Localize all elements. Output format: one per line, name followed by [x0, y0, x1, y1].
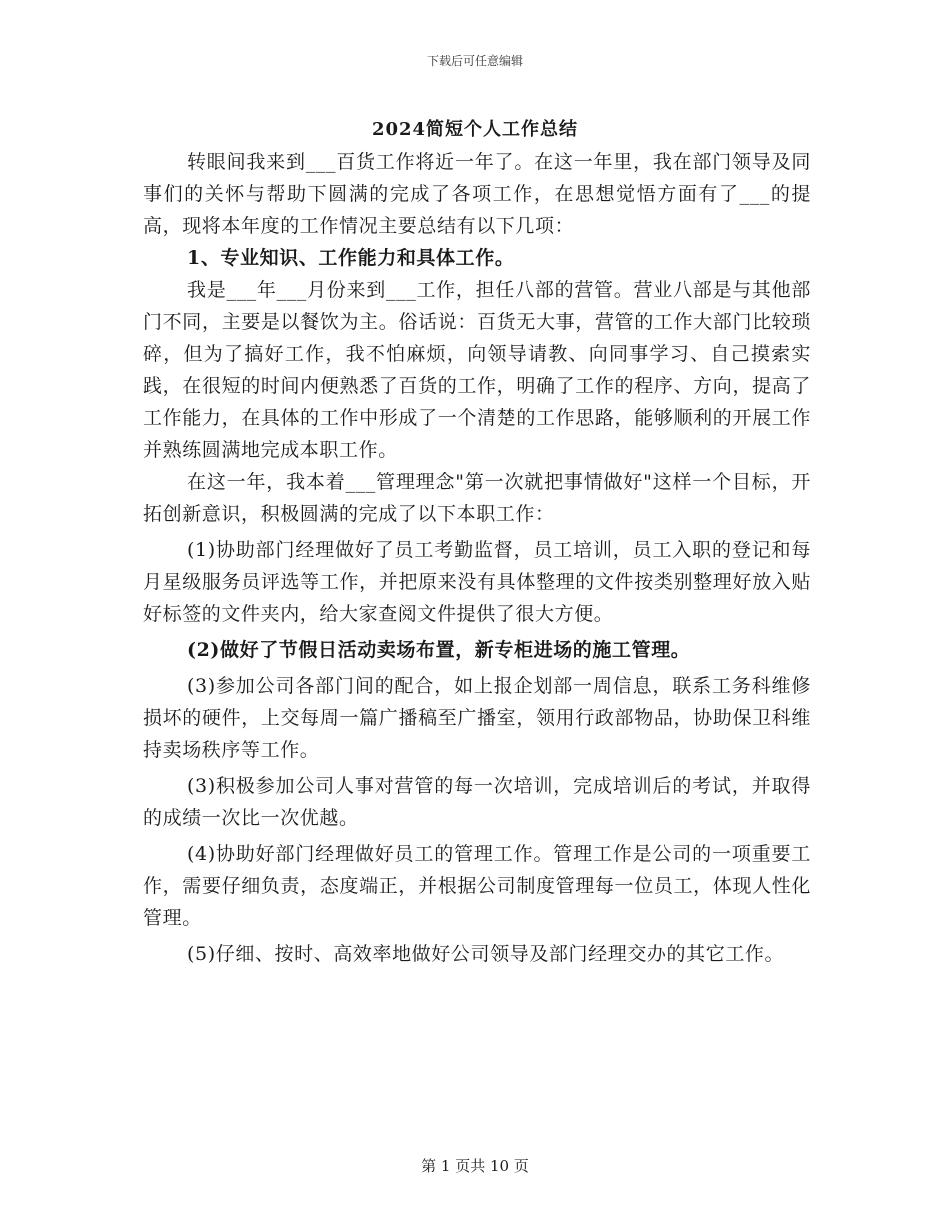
document-body [143, 146, 811, 970]
page-footer: 第 1 页共 10 页 [421, 1157, 529, 1175]
header-note: 下载后可任意编辑 [426, 54, 523, 68]
list-item-3a: (3)参加公司各部门间的配合，如上报企划部一周信息，联系工务科维修损坏的硬件，上交每周一篇广播稿至广播室，领用行政部物品，协助保卫科维持卖场秩序等工作。 [143, 675, 811, 761]
paragraph-goals: 在这一年，我本着___管理理念"第一次就把事情做好"这样一个目标，开拓创新意识，积极圆满的完成了以下本职工作： [143, 471, 811, 525]
paragraph-work: 我是___年___月份来到___工作，担任八部的营管。营业八部是与其他部门不同，主要是以餐饮为主。俗话说：百货无大事，营管的工作大部门比较琐碎，但为了搞好工作，我不怕麻烦，向领导请教、向同事学习、自己摸索实践，在很短的时间内便熟悉了百货的工作，明确了工作的程序、方向，提高了工作能力，在具体的工作中形成了一个清楚的工作思路，能够顺利的开展工作并熟练圆满地完成本职工作。 [143, 279, 811, 461]
document-title: 2024简短个人工作总结 [371, 119, 579, 140]
list-item-5: (5)仔细、按时、高效率地做好公司领导及部门经理交办的其它工作。 [187, 943, 785, 965]
section-heading-1: 1、专业知识、工作能力和具体工作。 [187, 247, 515, 269]
paragraph-intro: 转眼间我来到___百货工作将近一年了。在这一年里，我在部门领导及同事们的关怀与帮助下圆满的完成了各项工作，在思想觉悟方面有了___的提高，现将本年度的工作情况主要总结有以下几项： [143, 151, 811, 237]
list-item-2: (2)做好了节假日活动卖场布置，新专柜进场的施工管理。 [187, 639, 691, 661]
list-item-3b: (3)积极参加公司人事对营管的每一次培训，完成培训后的考试，并取得的成绩一次比一次优越。 [143, 775, 811, 829]
list-item-4: (4)协助好部门经理做好员工的管理工作。管理工作是公司的一项重要工作，需要仔细负责，态度端正，并根据公司制度管理每一位员工，体现人性化管理。 [143, 843, 811, 929]
list-item-1: (1)协助部门经理做好了员工考勤监督，员工培训，员工入职的登记和每月星级服务员评选等工作，并把原来没有具体整理的文件按类别整理好放入贴好标签的文件夹内，给大家查阅文件提供了很大方便。 [143, 539, 811, 625]
